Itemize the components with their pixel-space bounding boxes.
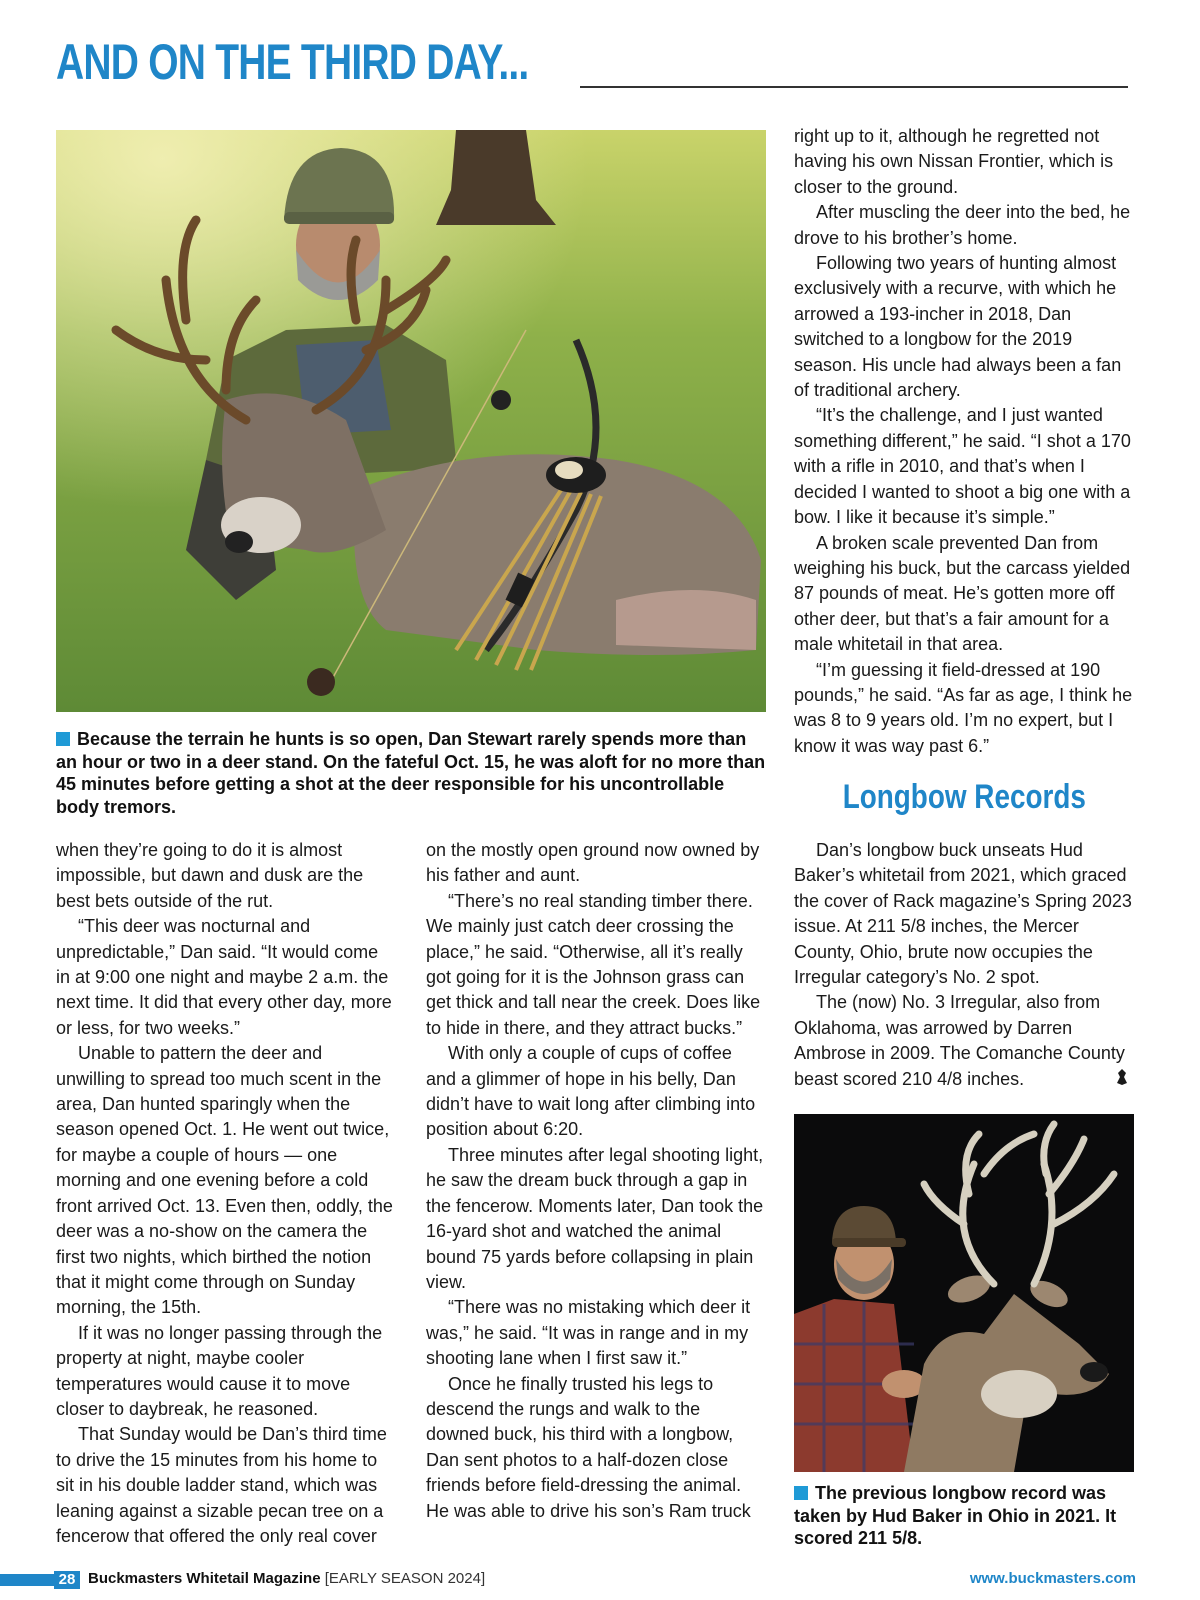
paragraph: “It’s the challenge, and I just wanted something different,” he said. “I shot a 170 with a rifle in 2010, and that’s when I decided I wanted to shoot a big one with a bow. I like it because it’s simple.”	[794, 405, 1131, 528]
paragraph: “I’m guessing it field-dressed at 190 pounds,” he said. “As far as age, I think he was 8 to 9 years old. I’m no expert, but I know it was way past 6.”	[794, 659, 1133, 756]
main-photo-caption-text: Because the terrain he hunts is so open, Dan Stewart rarely spends more than an hour or two in a deer stand. On the fateful Oct. 15, he was aloft for no more than 45 minutes before getting a shot at the deer responsible for his uncontrollable body tremors.	[56, 729, 766, 817]
side-photo-caption-text: The previous longbow record was taken by Hud Baker in Ohio in 2021. It scored 211 5/8.	[794, 1483, 1117, 1548]
main-photo	[56, 130, 766, 712]
website-link[interactable]: www.buckmasters.com	[969, 1570, 1136, 1587]
side-photo-caption	[794, 1482, 1134, 1550]
paragraph: Dan’s longbow buck unseats Hud Baker’s whitetail from 2021, which graced the cover of Rack magazine’s Spring 2023 issue. At 211 5/8 inches, the Mercer County, Ohio, brute now occupies the Irregular category’s No. 2 spot.	[794, 840, 1132, 988]
caption-square-icon	[56, 732, 70, 746]
page-number: 28	[54, 1571, 80, 1589]
magazine-title: Buckmasters Whitetail Magazine	[88, 1570, 321, 1587]
paragraph: “There’s no real standing timber there. We mainly just catch deer crossing the place,” he said. “Otherwise, all it’s really got going for it is the Johnson grass can get thick and tall near the creek. Does like to hide in there, and they attract bucks.”	[426, 890, 761, 1038]
paragraph: After muscling the deer into the bed, he drove to his brother’s home.	[794, 202, 1131, 248]
section-subhead	[794, 778, 1134, 817]
paragraph: on the mostly open ground now owned by his father and aunt.	[426, 840, 760, 886]
paragraph: Unable to pattern the deer and unwilling to spread too much scent in the area, Dan hunted sparingly when the season opened Oct. 1. He went out twice, for maybe a couple of hours — one morning and one evening before a cold front arrived Oct. 13. Even then, oddly, the deer was a no-show on the camera the first two nights, which birthed the notion that it might come through on Sunday morning, the 15th.	[56, 1043, 393, 1318]
article-column-2	[426, 838, 766, 1524]
caption-square-icon	[794, 1486, 808, 1500]
paragraph: Once he finally trusted his legs to descend the rungs and walk to the downed buck, his third with a longbow, Dan sent photos to a half-dozen close friends before field-dressing the animal. He was able to drive his son’s Ram truck	[426, 1373, 751, 1521]
article-column-1	[56, 838, 396, 1549]
paragraph: A broken scale prevented Dan from weighing his buck, but the carcass yielded 87 pounds of meat. He’s gotten more off other deer, but that’s a fair amount for a male whitetail in that area.	[794, 532, 1131, 655]
paragraph: “There was no mistaking which deer it was,” he said. “It was in range and in my shooting lane when I first saw it.”	[426, 1297, 751, 1369]
footer-accent-bar	[0, 1574, 56, 1586]
paragraph: when they’re going to do it is almost impossible, but dawn and dusk are the best bets outside of the rut.	[56, 840, 364, 911]
footer-magazine	[88, 1570, 485, 1587]
buck-logo-icon	[1114, 1068, 1130, 1086]
side-photo	[794, 1114, 1134, 1472]
paragraph: right up to it, although he regretted not having his own Nissan Frontier, which is closer to the ground.	[794, 126, 1114, 197]
article-column-3-bottom	[794, 838, 1134, 1092]
paragraph: The (now) No. 3 Irregular, also from Oklahoma, was arrowed by Darren Ambrose in 2009. The Comanche County beast scored 210 4/8 inches.	[794, 992, 1125, 1089]
paragraph: Three minutes after legal shooting light, he saw the dream buck through a gap in the fencerow. Moments later, Dan took the 16-yard shot and watched the animal bound 75 yards before collapsing in plain view.	[426, 1144, 764, 1292]
page-footer	[0, 1568, 1200, 1592]
section-subhead-text: Longbow Records	[842, 778, 1086, 816]
paragraph: With only a couple of cups of coffee and a glimmer of hope in his belly, Dan didn’t have to wait long after climbing into position about 6:20.	[426, 1043, 756, 1140]
paragraph: “This deer was nocturnal and unpredictable,” Dan said. “It would come in at 9:00 one night and maybe 2 a.m. the next time. It did that every other day, more or less, for two weeks.”	[56, 916, 392, 1038]
page-headline: AND ON THE THIRD DAY...	[56, 34, 529, 90]
main-photo-caption	[56, 728, 768, 818]
headline-rule	[580, 86, 1128, 88]
issue-label: [EARLY SEASON 2024]	[324, 1570, 486, 1587]
paragraph: That Sunday would be Dan’s third time to drive the 15 minutes from his home to sit in his double ladder stand, which was leaning against a sizable pecan tree on a fencerow that offered the only real cover	[56, 1424, 387, 1546]
paragraph: If it was no longer passing through the property at night, maybe cooler temperatures would cause it to move closer to daybreak, he reasoned.	[56, 1322, 383, 1419]
paragraph: Following two years of hunting almost exclusively with a recurve, with which he arrowed a 193-incher in 2018, Dan switched to a longbow for the 2019 season. His uncle had always been a fan of traditional archery.	[794, 253, 1122, 401]
article-column-3-top	[794, 124, 1134, 759]
